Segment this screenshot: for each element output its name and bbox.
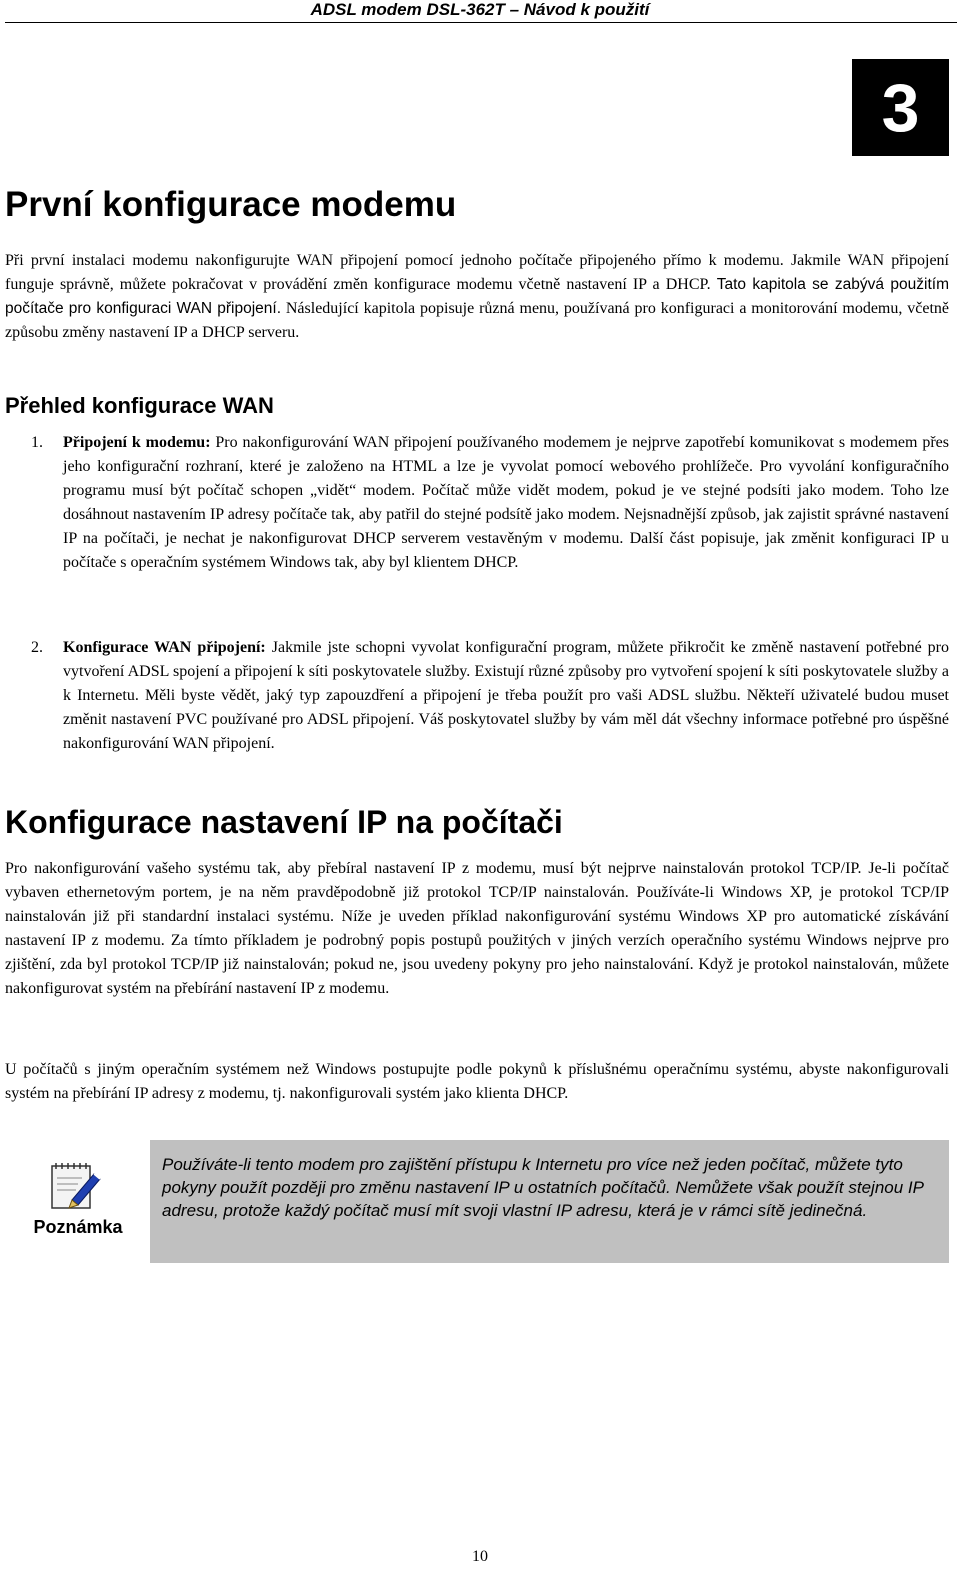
section-heading-ip: Konfigurace nastavení IP na počítači [5,804,563,840]
running-header: ADSL modem DSL-362T – Návod k použití [310,0,650,19]
list-body [63,431,949,575]
list-lead: Konfigurace WAN připojení: [63,639,266,656]
list-lead: Připojení k modemu: [63,434,211,451]
intro-sentence-3: Následující kapitola popisuje různá menu, používaná pro konfiguraci a monitorování modemu, včetně způsobu změny nastavení IP a DHCP serveru. [5,300,949,341]
intro-sentence-1: Při první instalaci modemu nakonfigurujte WAN připojení pomocí jednoho počítače připojeného přímo k modemu. Jakmile WAN připojení funguje správně, můžete pokračovat v provádění změn konfigurace modemu včetně nastavení IP a DHCP. [5,252,949,293]
list-item-2 [5,636,949,756]
list-number: 2. [31,639,43,656]
chapter-title: První konfigurace modemu [5,185,457,224]
note-text: Používáte-li tento modem pro zajištění přístupu k Internetu pro více než jeden počítač, můžete tyto pokyny použít později pro změnu nastavení IP u ostatních počítačů. Nemůžete však použít stejnou IP adresu, protože každý počítač musí mít svoji vlastní IP adresu, která je v rámci sítě jedinečná. [162,1155,924,1220]
intro-sentence-2: Tato kapitola se zabývá použitím počítače pro konfiguraci WAN připojení. [5,276,949,317]
list-body [63,636,949,756]
list-text: Jakmile jste schopni vyvolat konfigurační program, můžete přikročit ke změně nastavení potřebné pro vytvoření ADSL spojení a připojení k síti poskytovatele služby. Existují různé způsoby pro vytvoření spojení k síti poskytovatele služby a k Internetu. Měli byste vědět, jaký typ zapouzdření a připojení je třeba použít pro vaši ADSL službu. Někteří uživatelé budou muset změnit nastavení PVC používané pro ADSL připojení. Váš poskytovatel služby by vám měl dát všechny informace potřebné pro úspěšné nakonfigurování WAN připojení. [63,639,949,752]
note-pen-icon [48,1160,104,1212]
intro-paragraph [5,249,949,345]
note-label: Poznámka [33,1217,123,1237]
ip-paragraph-1: Pro nakonfigurování vašeho systému tak, aby přebíral nastavení IP z modemu, musí být nejprve nainstalován protokol TCP/IP. Je-li počítač vybaven ethernetovým portem, je na něm pravděpodobně již protokol TCP/IP nainstalován. Používáte-li Windows XP, je protokol TCP/IP nainstalován již při standardní instalaci systému. Níže je uveden příklad nakonfigurování systému Windows XP pro automatické získávání nastavení IP z modemu. Za tímto příkladem je podrobný popis postupů použitých v jiných verzích operačního systému Windows nejprve pro zjištění, zda byl protokol TCP/IP již nainstalován; pokud ne, jsou uvedeny pokyny pro jeho nainstalování. Když je protokol nainstalován, můžete nakonfigurovat systém na přebírání nastavení IP z modemu. [5,860,949,997]
list-number: 1. [31,434,43,451]
chapter-number-badge: 3 [852,59,949,156]
note-box [150,1140,949,1263]
list-text: Pro nakonfigurování WAN připojení používaného modemem je nejprve zapotřebí komunikovat s modemem přes jeho konfigurační rozhraní, které je založeno na HTML a lze je vyvolat pomocí webového prohlížeče. Pro vyvolání konfiguračního programu musí být počítač schopen „vidět“ modem. Počítač může vidět modem, pokud je ve stejné podsíti jako modem. Toho lze dosáhnout nastavením IP adresy počítače tak, aby patřil do stejné podsítě jako modem. Nejsnadnější způsob, jak zajistit správné nastavení IP na počítači, je nechat je nakonfigurovat DHCP serverem vestavěným v modemu. Další část popisuje, jak změnit konfiguraci IP u počítače s operačním systémem Windows tak, aby byl klientem DHCP. [63,434,949,571]
list-item-1 [5,431,949,575]
section-heading-wan: Přehled konfigurace WAN [5,393,274,418]
ip-paragraph-2: U počítačů s jiným operačním systémem než Windows postupujte podle pokynů k příslušnému operačnímu systému, abyste nakonfigurovali systém na přebírání IP adresy z modemu, tj. nakonfigurovali systém jako klienta DHCP. [5,1061,949,1102]
page-number: 10 [472,1548,488,1565]
header-rule [5,22,957,23]
